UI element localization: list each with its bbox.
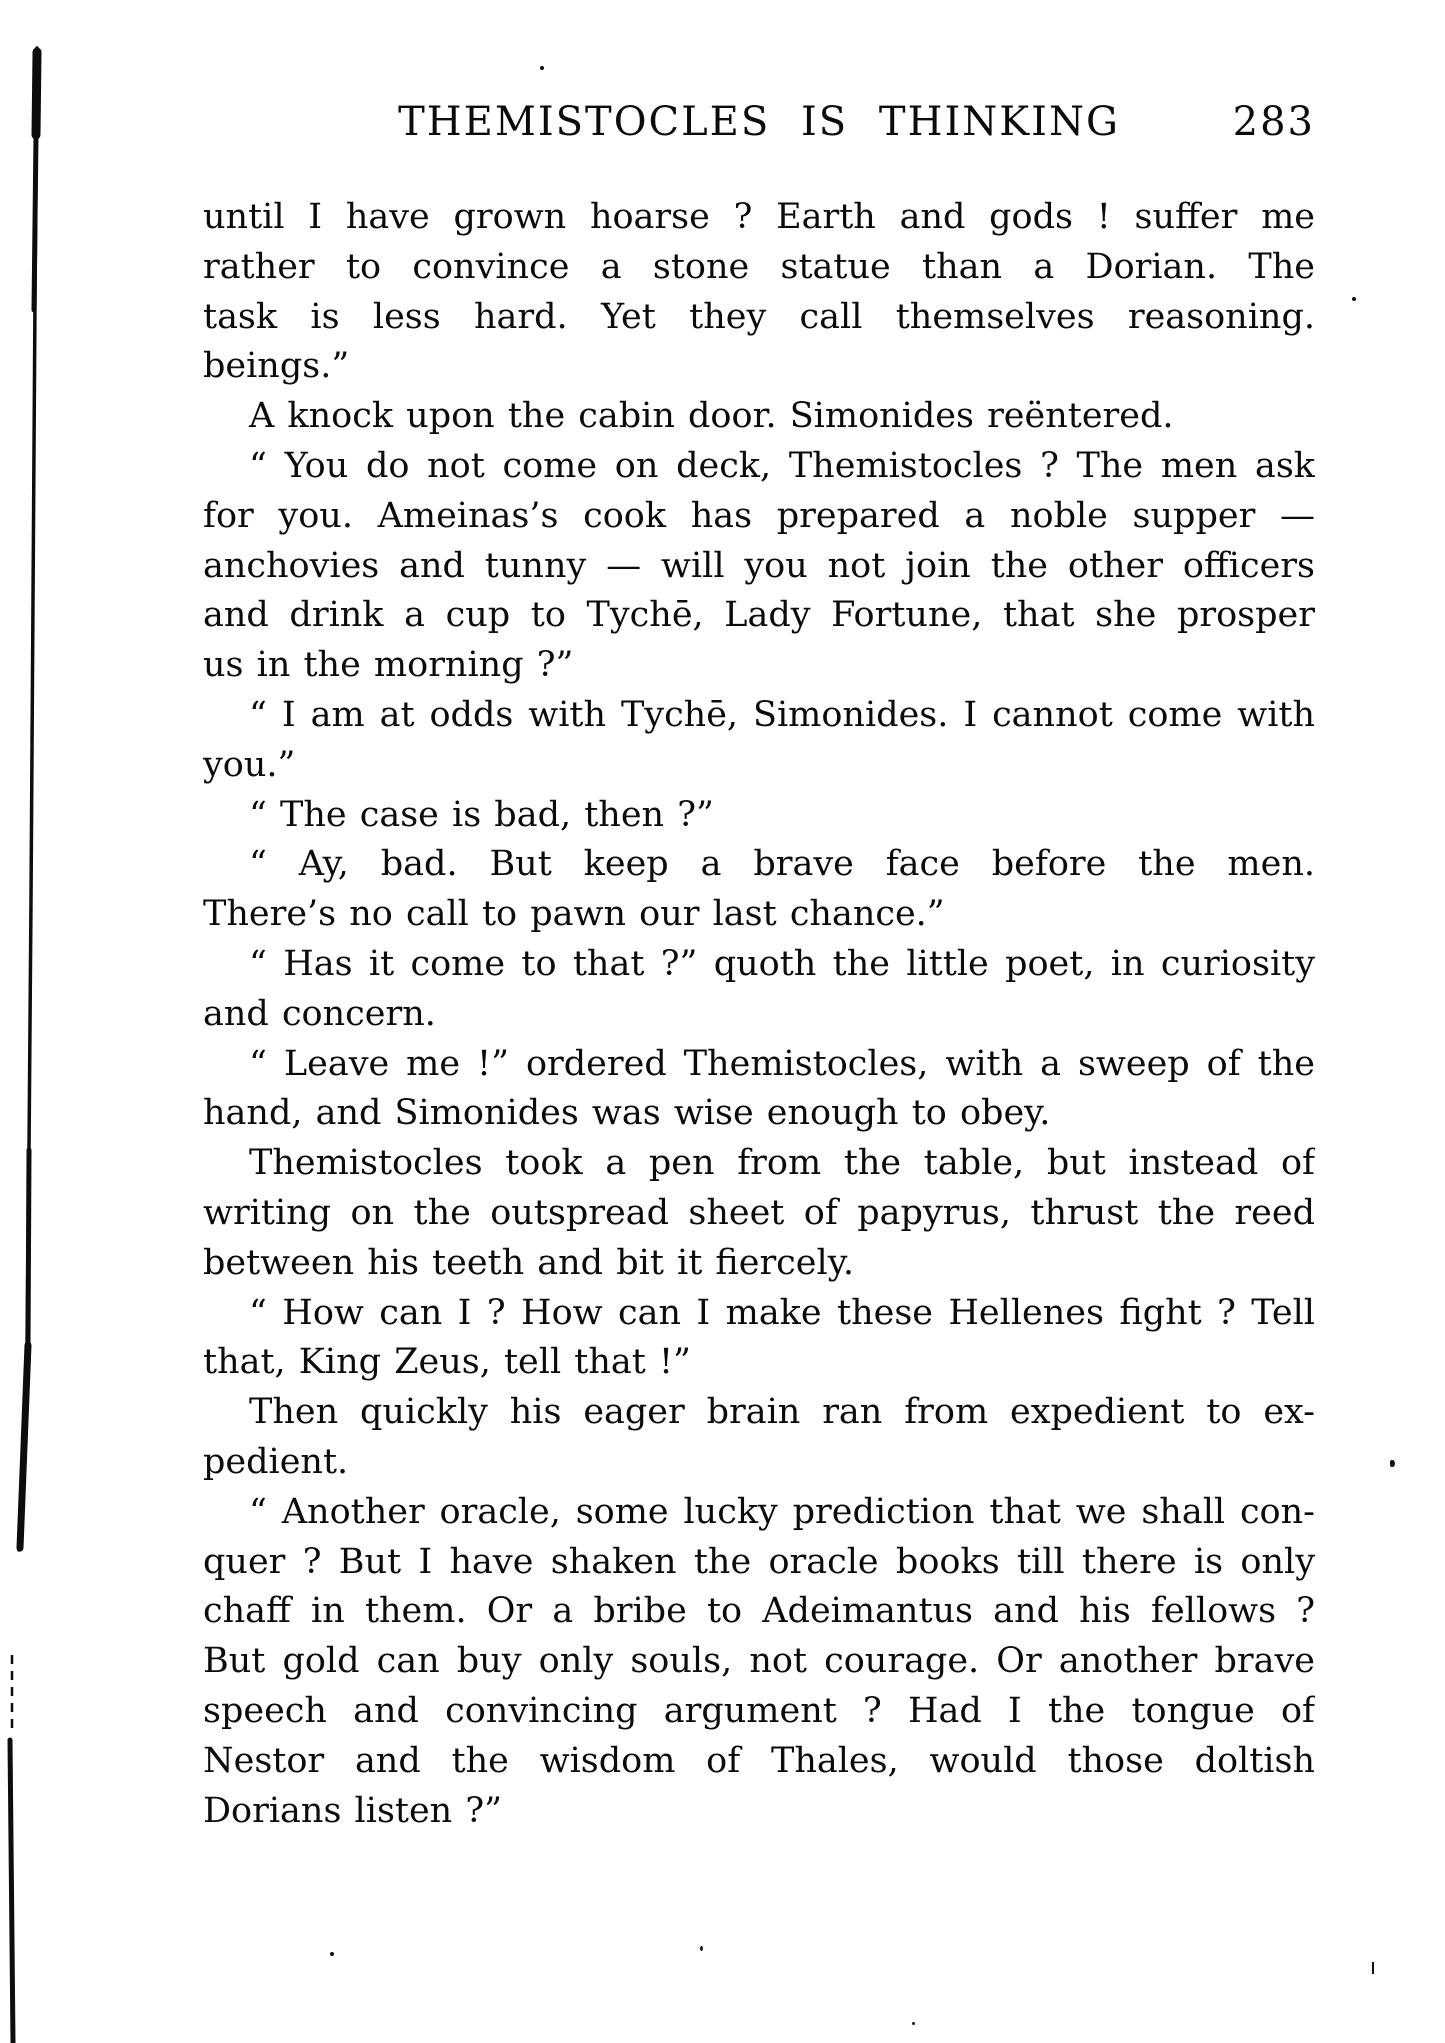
text-line: and drink a cup to Tychē, Lady Fortune, that she prosper xyxy=(203,595,1315,636)
text-line: for you. Ameinas’s cook has prepared a noble supper — xyxy=(203,495,1315,536)
text-line: Themistocles took a pen from the table, but instead of xyxy=(249,1143,1315,1184)
text-line: “ How can I ? How can I make these Hellenes fight ? Tell xyxy=(249,1292,1315,1333)
page-title: THEMISTOCLES IS THINKING xyxy=(398,99,1120,145)
scan-speck xyxy=(700,1946,703,1951)
text-line: task is less hard. Yet they call themselves reasoning. xyxy=(203,296,1315,337)
text-line: There’s no call to pawn our last chance.” xyxy=(203,894,945,935)
scan-gutter-line xyxy=(0,0,60,2043)
text-line: Then quickly his eager brain ran from expedient to ex- xyxy=(249,1392,1315,1433)
text-line: A knock upon the cabin door. Simonides reëntered. xyxy=(249,396,1174,437)
text-line: Nestor and the wisdom of Thales, would those doltish xyxy=(203,1740,1315,1781)
text-line: But gold can buy only souls, not courage. Or another brave xyxy=(203,1641,1315,1682)
text-line: “ Leave me !” ordered Themistocles, with a sweep of the xyxy=(249,1043,1315,1084)
scan-speck xyxy=(912,2022,915,2025)
text-line: “ Another oracle, some lucky prediction that we shall con- xyxy=(249,1491,1315,1532)
text-line: between his teeth and bit it fiercely. xyxy=(203,1242,854,1283)
text-line: chaff in them. Or a bribe to Adeimantus and his fellows ? xyxy=(203,1591,1315,1632)
text-line: until I have grown hoarse ? Earth and gods ! suffer me xyxy=(203,197,1315,237)
text-line: you.” xyxy=(203,744,296,785)
scan-speck xyxy=(1390,1460,1395,1467)
scan-speck xyxy=(1372,1962,1374,1974)
page-number: 283 xyxy=(1232,99,1315,145)
text-line: beings.” xyxy=(203,346,350,387)
page-text xyxy=(203,193,1315,1836)
text-line: speech and convincing argument ? Had I the tongue of xyxy=(203,1690,1315,1731)
text-line: “ Ay, bad. But keep a brave face before the men. xyxy=(249,844,1315,885)
text-line: rather to convince a stone statue than a Dorian. The xyxy=(203,246,1315,287)
text-line: and concern. xyxy=(203,993,436,1034)
text-line: “ Has it come to that ?” quoth the little poet, in curiosity xyxy=(249,943,1315,984)
text-line: anchovies and tunny — will you not join the other officers xyxy=(203,545,1315,586)
text-line: quer ? But I have shaken the oracle books till there is only xyxy=(203,1541,1315,1582)
text-line: that, King Zeus, tell that !” xyxy=(203,1342,691,1383)
text-line: us in the morning ?” xyxy=(203,645,574,686)
text-line: Dorians listen ?” xyxy=(203,1790,503,1831)
running-header xyxy=(203,97,1315,149)
text-line: writing on the outspread sheet of papyrus, thrust the reed xyxy=(203,1192,1315,1233)
scan-speck xyxy=(1352,297,1356,301)
scan-speck xyxy=(330,1952,334,1956)
text-line: “ You do not come on deck, Themistocles ? The men ask xyxy=(249,445,1315,486)
text-line: “ The case is bad, then ?” xyxy=(249,794,714,835)
text-line: pedient. xyxy=(203,1441,349,1482)
scan-speck xyxy=(540,66,544,70)
text-line: hand, and Simonides was wise enough to obey. xyxy=(203,1093,1051,1134)
text-line: “ I am at odds with Tychē, Simonides. I cannot come with xyxy=(249,694,1315,735)
